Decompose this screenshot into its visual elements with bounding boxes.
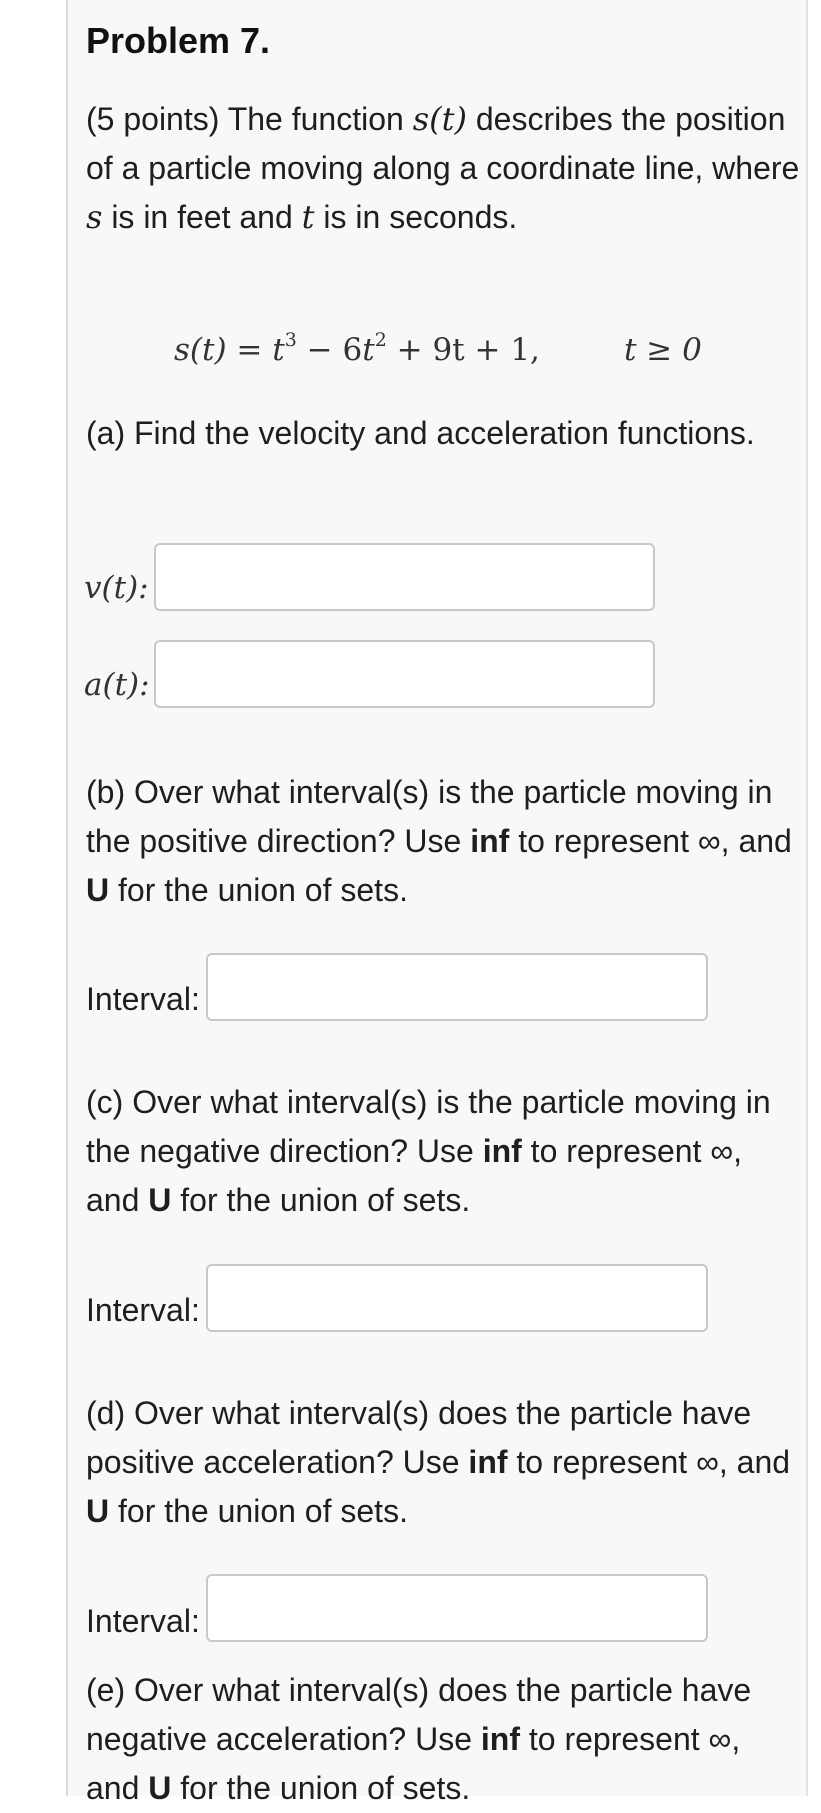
part-b-interval-input[interactable] bbox=[206, 953, 708, 1021]
part-d-prompt: (d) Over what interval(s) does the particle have positive acceleration? Use inf to represent ∞, and U for the union of sets. bbox=[86, 1395, 791, 1529]
part-d-interval-input[interactable] bbox=[206, 1574, 708, 1642]
position-formula: $s(t) = t^3 - 6t^2 + 9t + 1$, bbox=[174, 329, 540, 368]
position-function-symbol: s(t) bbox=[412, 100, 467, 138]
variable-s: s bbox=[86, 198, 103, 236]
problem-title: Problem 7. bbox=[86, 20, 271, 61]
part-e-prompt: (e) Over what interval(s) does the particle have negative acceleration? Use inf to represent ∞, and U for the union of sets. bbox=[86, 1672, 752, 1806]
part-c-interval-input[interactable] bbox=[206, 1264, 708, 1332]
part-c-prompt: (c) Over what interval(s) is the particle moving in the negative direction? Use inf to represent ∞, and U for the union of sets. bbox=[86, 1084, 771, 1218]
part-c-interval-label: Interval: bbox=[86, 1292, 200, 1328]
variable-t: t bbox=[301, 198, 315, 236]
part-d-interval-label: Interval: bbox=[86, 1603, 200, 1639]
time-condition: t ≥ 0 bbox=[624, 332, 702, 368]
part-b-prompt: (b) Over what interval(s) is the particle moving in the positive direction? Use inf to represent ∞, and U for the union of sets. bbox=[86, 774, 792, 908]
points-label: (5 points) bbox=[86, 101, 220, 137]
problem-intro: (5 points) The function s(t) describes the position of a particle moving along a coordinate line, where s is in feet and t is in seconds. bbox=[86, 100, 800, 236]
velocity-input[interactable] bbox=[154, 543, 655, 611]
acceleration-label: a(t): bbox=[84, 667, 150, 703]
part-a-prompt: (a) Find the velocity and acceleration functions. bbox=[86, 415, 755, 451]
velocity-label: v(t): bbox=[84, 570, 149, 606]
part-b-interval-label: Interval: bbox=[86, 981, 200, 1017]
acceleration-input[interactable] bbox=[154, 640, 655, 708]
